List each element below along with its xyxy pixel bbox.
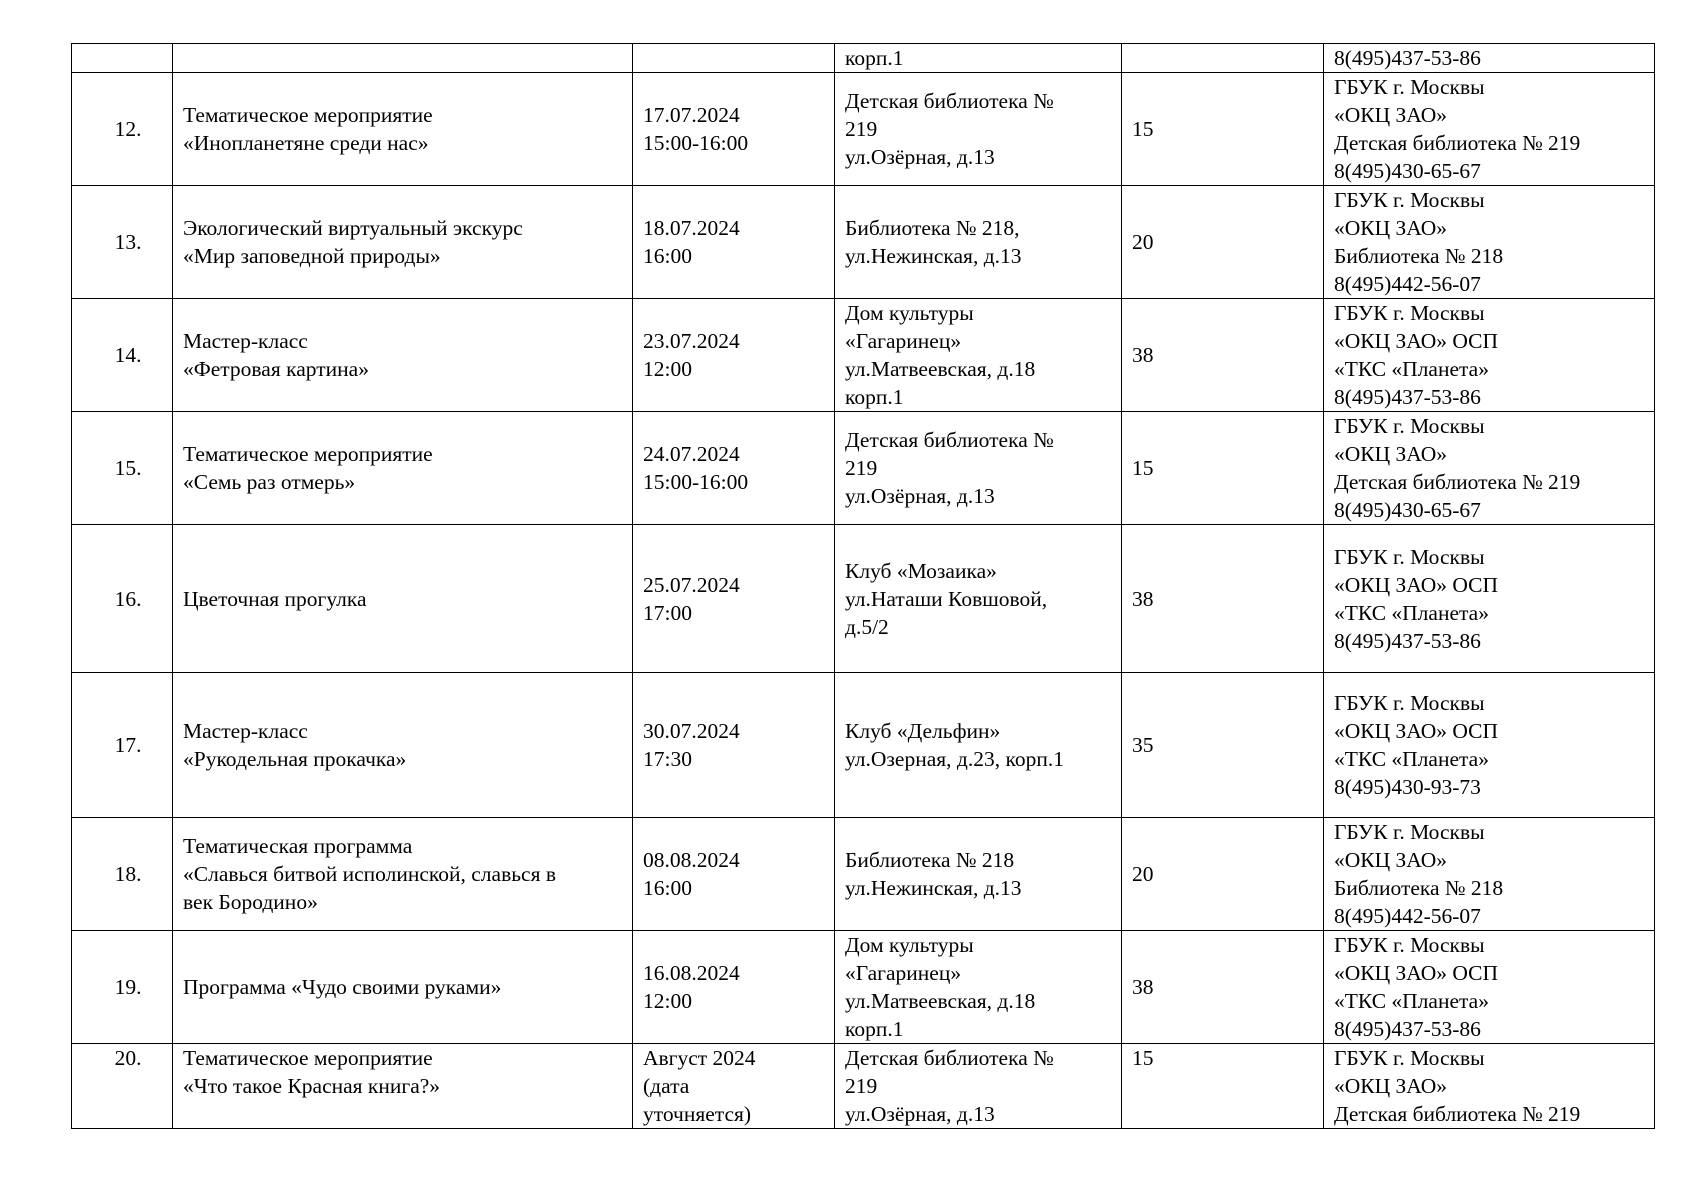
row-number: 18. xyxy=(72,818,173,931)
event-name: Тематическое мероприятие «Что такое Красная книга?» xyxy=(173,1044,633,1129)
event-datetime xyxy=(633,44,835,73)
event-datetime: 17.07.2024 15:00-16:00 xyxy=(633,73,835,186)
event-organizer: ГБУК г. Москвы «ОКЦ ЗАО» Детская библиотека № 219 8(495)430-65-67 xyxy=(1324,73,1655,186)
event-datetime: 18.07.2024 16:00 xyxy=(633,186,835,299)
row-number: 19. xyxy=(72,931,173,1044)
event-place: Библиотека № 218 ул.Нежинская, д.13 xyxy=(835,818,1122,931)
event-organizer: ГБУК г. Москвы «ОКЦ ЗАО» Библиотека № 218 8(495)442-56-07 xyxy=(1324,186,1655,299)
row-number xyxy=(72,44,173,73)
event-datetime: 25.07.2024 17:00 xyxy=(633,525,835,673)
event-place: Клуб «Мозаика» ул.Наташи Ковшовой, д.5/2 xyxy=(835,525,1122,673)
event-name xyxy=(173,44,633,73)
table-row xyxy=(72,412,1655,525)
event-count: 15 xyxy=(1122,412,1324,525)
event-place: Детская библиотека № 219 ул.Озёрная, д.13 xyxy=(835,412,1122,525)
event-count: 15 xyxy=(1122,1044,1324,1129)
event-name: Тематическое мероприятие «Инопланетяне среди нас» xyxy=(173,73,633,186)
event-place: Дом культуры «Гагаринец» ул.Матвеевская, д.18 корп.1 xyxy=(835,931,1122,1044)
event-place: Детская библиотека № 219 ул.Озёрная, д.13 xyxy=(835,73,1122,186)
event-place: Библиотека № 218, ул.Нежинская, д.13 xyxy=(835,186,1122,299)
event-datetime: 23.07.2024 12:00 xyxy=(633,299,835,412)
event-organizer: ГБУК г. Москвы «ОКЦ ЗАО» ОСП «ТКС «Планета» 8(495)437-53-86 xyxy=(1324,299,1655,412)
event-count: 38 xyxy=(1122,525,1324,673)
event-organizer: ГБУК г. Москвы «ОКЦ ЗАО» ОСП «ТКС «Планета» 8(495)437-53-86 xyxy=(1324,525,1655,673)
event-datetime: 30.07.2024 17:30 xyxy=(633,673,835,818)
table-row xyxy=(72,931,1655,1044)
events-table xyxy=(71,43,1655,1129)
event-place: Детская библиотека № 219 ул.Озёрная, д.13 xyxy=(835,1044,1122,1129)
event-name: Цветочная прогулка xyxy=(173,525,633,673)
event-place: Клуб «Дельфин» ул.Озерная, д.23, корп.1 xyxy=(835,673,1122,818)
event-count: 15 xyxy=(1122,73,1324,186)
event-place: Дом культуры «Гагаринец» ул.Матвеевская, д.18 корп.1 xyxy=(835,299,1122,412)
event-datetime: Август 2024 (дата уточняется) xyxy=(633,1044,835,1129)
table-row xyxy=(72,673,1655,818)
table-row xyxy=(72,73,1655,186)
row-number: 20. xyxy=(72,1044,173,1129)
event-count xyxy=(1122,44,1324,73)
event-organizer: 8(495)437-53-86 xyxy=(1324,44,1655,73)
table-row xyxy=(72,1044,1655,1129)
row-number: 13. xyxy=(72,186,173,299)
event-count: 35 xyxy=(1122,673,1324,818)
event-count: 38 xyxy=(1122,931,1324,1044)
event-datetime: 24.07.2024 15:00-16:00 xyxy=(633,412,835,525)
event-organizer: ГБУК г. Москвы «ОКЦ ЗАО» ОСП «ТКС «Планета» 8(495)430-93-73 xyxy=(1324,673,1655,818)
event-name: Тематическая программа «Славься битвой исполинской, славься в век Бородино» xyxy=(173,818,633,931)
table-row xyxy=(72,525,1655,673)
table-row xyxy=(72,818,1655,931)
event-name: Мастер-класс «Фетровая картина» xyxy=(173,299,633,412)
event-name: Программа «Чудо своими руками» xyxy=(173,931,633,1044)
row-number: 12. xyxy=(72,73,173,186)
event-datetime: 08.08.2024 16:00 xyxy=(633,818,835,931)
event-count: 20 xyxy=(1122,186,1324,299)
event-place: корп.1 xyxy=(835,44,1122,73)
event-organizer: ГБУК г. Москвы «ОКЦ ЗАО» Детская библиотека № 219 8(495)430-65-67 xyxy=(1324,412,1655,525)
event-organizer: ГБУК г. Москвы «ОКЦ ЗАО» Детская библиотека № 219 xyxy=(1324,1044,1655,1129)
table-row xyxy=(72,44,1655,73)
event-organizer: ГБУК г. Москвы «ОКЦ ЗАО» Библиотека № 218 8(495)442-56-07 xyxy=(1324,818,1655,931)
row-number: 14. xyxy=(72,299,173,412)
event-organizer: ГБУК г. Москвы «ОКЦ ЗАО» ОСП «ТКС «Планета» 8(495)437-53-86 xyxy=(1324,931,1655,1044)
event-name: Мастер-класс «Рукодельная прокачка» xyxy=(173,673,633,818)
event-name: Тематическое мероприятие «Семь раз отмерь» xyxy=(173,412,633,525)
event-count: 20 xyxy=(1122,818,1324,931)
event-datetime: 16.08.2024 12:00 xyxy=(633,931,835,1044)
table-row xyxy=(72,299,1655,412)
row-number: 15. xyxy=(72,412,173,525)
event-name: Экологический виртуальный экскурс «Мир заповедной природы» xyxy=(173,186,633,299)
row-number: 17. xyxy=(72,673,173,818)
table-row xyxy=(72,186,1655,299)
event-count: 38 xyxy=(1122,299,1324,412)
row-number: 16. xyxy=(72,525,173,673)
